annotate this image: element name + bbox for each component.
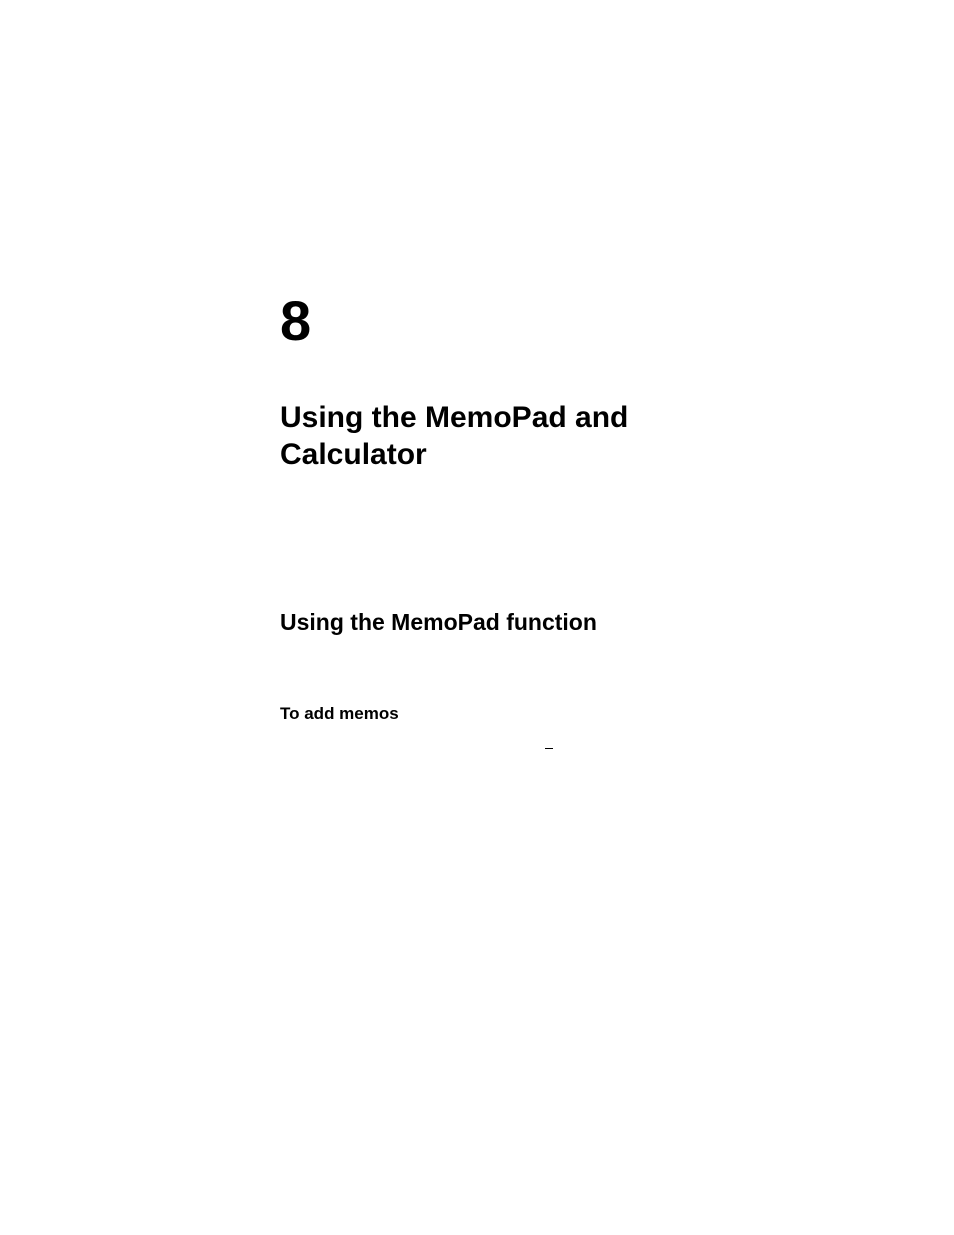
chapter-number: 8 <box>280 289 312 352</box>
section-heading: Using the MemoPad function <box>280 609 597 635</box>
subsection-heading: To add memos <box>280 704 399 723</box>
chapter-title: Using the MemoPad and Calculator <box>280 401 629 471</box>
underline-mark <box>545 748 553 749</box>
